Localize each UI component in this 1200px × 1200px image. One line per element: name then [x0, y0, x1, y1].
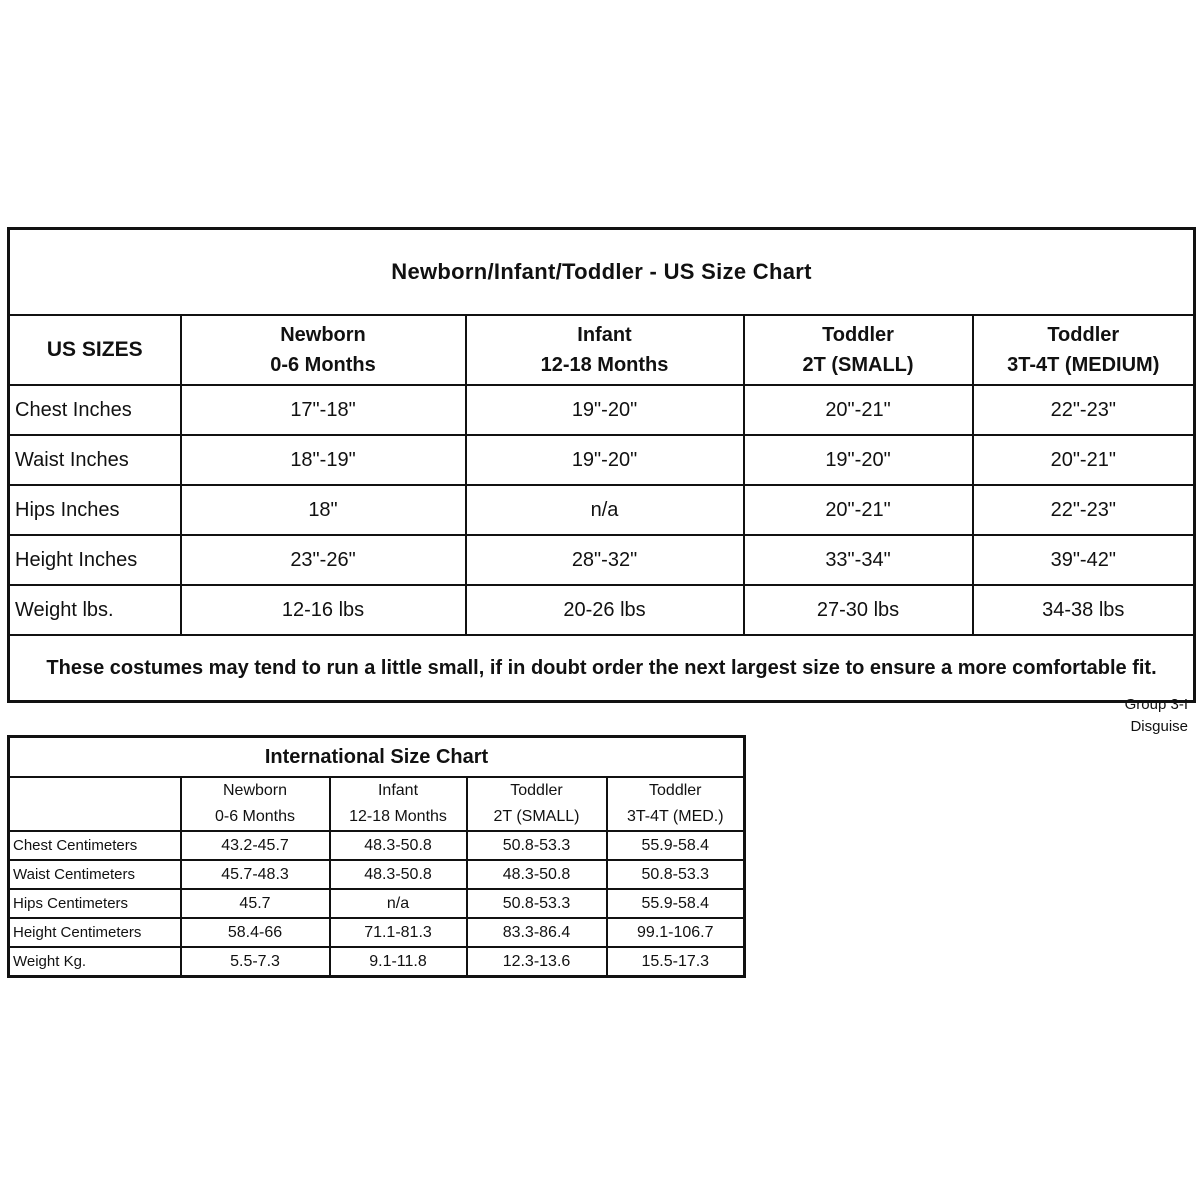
col-subtitle: 0-6 Months	[214, 808, 296, 825]
col-subtitle: 2T (SMALL)	[802, 354, 914, 376]
table-cell: 20"-21"	[744, 485, 973, 535]
table-cell: 39"-42"	[973, 535, 1195, 585]
table-cell: 45.7	[181, 889, 330, 918]
intl-col-header	[607, 777, 745, 831]
table-row	[9, 889, 745, 918]
table-cell: 55.9-58.4	[607, 831, 745, 860]
table-cell: 48.3-50.8	[330, 860, 467, 889]
table-cell: 9.1-11.8	[330, 947, 467, 977]
us-col-header	[466, 315, 744, 385]
international-size-chart	[7, 735, 746, 978]
row-label: Height Inches	[9, 535, 181, 585]
table-cell: 34-38 lbs	[973, 585, 1195, 635]
row-label: Hips Centimeters	[9, 889, 181, 918]
table-row	[9, 860, 745, 889]
table-cell: 27-30 lbs	[744, 585, 973, 635]
us-size-chart	[7, 227, 1196, 703]
table-cell: 22"-23"	[973, 385, 1195, 435]
us-sizes-header: US SIZES	[9, 315, 181, 385]
table-cell: 20"-21"	[744, 385, 973, 435]
col-title: Toddler	[1047, 324, 1120, 346]
row-label: Weight lbs.	[9, 585, 181, 635]
table-cell: 17"-18"	[181, 385, 466, 435]
table-cell: 22"-23"	[973, 485, 1195, 535]
table-cell: 48.3-50.8	[330, 831, 467, 860]
intl-blank-header	[9, 777, 181, 831]
col-title: Newborn	[222, 782, 288, 799]
table-cell: 5.5-7.3	[181, 947, 330, 977]
table-row	[9, 947, 745, 977]
table-row	[9, 485, 1195, 535]
brand-label-line: Disguise	[1130, 718, 1188, 735]
table-row	[9, 385, 1195, 435]
table-cell: n/a	[330, 889, 467, 918]
intl-col-header	[181, 777, 330, 831]
group-label	[1078, 694, 1188, 738]
col-title: Toddler	[649, 782, 702, 799]
row-label: Weight Kg.	[9, 947, 181, 977]
row-label: Hips Inches	[9, 485, 181, 535]
table-cell: n/a	[466, 485, 744, 535]
col-subtitle: 0-6 Months	[270, 354, 376, 376]
table-cell: 23"-26"	[181, 535, 466, 585]
col-subtitle: 3T-4T (MEDIUM)	[1007, 354, 1160, 376]
table-cell: 19"-20"	[744, 435, 973, 485]
group-label-line: Group 3-I	[1124, 696, 1188, 713]
col-subtitle: 12-18 Months	[540, 354, 669, 376]
table-cell: 99.1-106.7	[607, 918, 745, 947]
table-cell: 48.3-50.8	[467, 860, 607, 889]
intl-chart-title: International Size Chart	[9, 737, 745, 778]
row-label: Waist Centimeters	[9, 860, 181, 889]
row-label: Chest Centimeters	[9, 831, 181, 860]
table-cell: 12-16 lbs	[181, 585, 466, 635]
col-title: Infant	[577, 324, 632, 346]
us-col-header	[744, 315, 973, 385]
table-row	[9, 435, 1195, 485]
col-subtitle: 12-18 Months	[349, 808, 447, 825]
table-cell: 55.9-58.4	[607, 889, 745, 918]
table-cell: 28"-32"	[466, 535, 744, 585]
table-cell: 20"-21"	[973, 435, 1195, 485]
row-label: Chest Inches	[9, 385, 181, 435]
table-cell: 50.8-53.3	[467, 889, 607, 918]
sizing-note: These costumes may tend to run a little small, if in doubt order the next largest size to ensure a more comfortable fit.	[9, 635, 1195, 702]
table-cell: 50.8-53.3	[467, 831, 607, 860]
col-subtitle: 3T-4T (MED.)	[626, 808, 724, 825]
col-title: Toddler	[822, 324, 894, 346]
us-chart-title: Newborn/Infant/Toddler - US Size Chart	[9, 229, 1195, 316]
us-col-header	[181, 315, 466, 385]
table-row	[9, 535, 1195, 585]
table-cell: 15.5-17.3	[607, 947, 745, 977]
col-title: Toddler	[510, 782, 563, 799]
table-row	[9, 831, 745, 860]
table-cell: 20-26 lbs	[466, 585, 744, 635]
intl-col-header	[467, 777, 607, 831]
table-cell: 83.3-86.4	[467, 918, 607, 947]
table-cell: 50.8-53.3	[607, 860, 745, 889]
col-title: Newborn	[280, 324, 366, 346]
table-cell: 45.7-48.3	[181, 860, 330, 889]
table-cell: 18"-19"	[181, 435, 466, 485]
table-cell: 43.2-45.7	[181, 831, 330, 860]
col-subtitle: 2T (SMALL)	[493, 808, 580, 825]
table-cell: 71.1-81.3	[330, 918, 467, 947]
us-col-header	[973, 315, 1195, 385]
row-label: Height Centimeters	[9, 918, 181, 947]
table-cell: 18"	[181, 485, 466, 535]
table-cell: 19"-20"	[466, 435, 744, 485]
table-row	[9, 918, 745, 947]
table-row	[9, 585, 1195, 635]
table-cell: 19"-20"	[466, 385, 744, 435]
table-cell: 12.3-13.6	[467, 947, 607, 977]
col-title: Infant	[377, 782, 419, 799]
row-label: Waist Inches	[9, 435, 181, 485]
intl-col-header	[330, 777, 467, 831]
table-cell: 58.4-66	[181, 918, 330, 947]
table-cell: 33"-34"	[744, 535, 973, 585]
